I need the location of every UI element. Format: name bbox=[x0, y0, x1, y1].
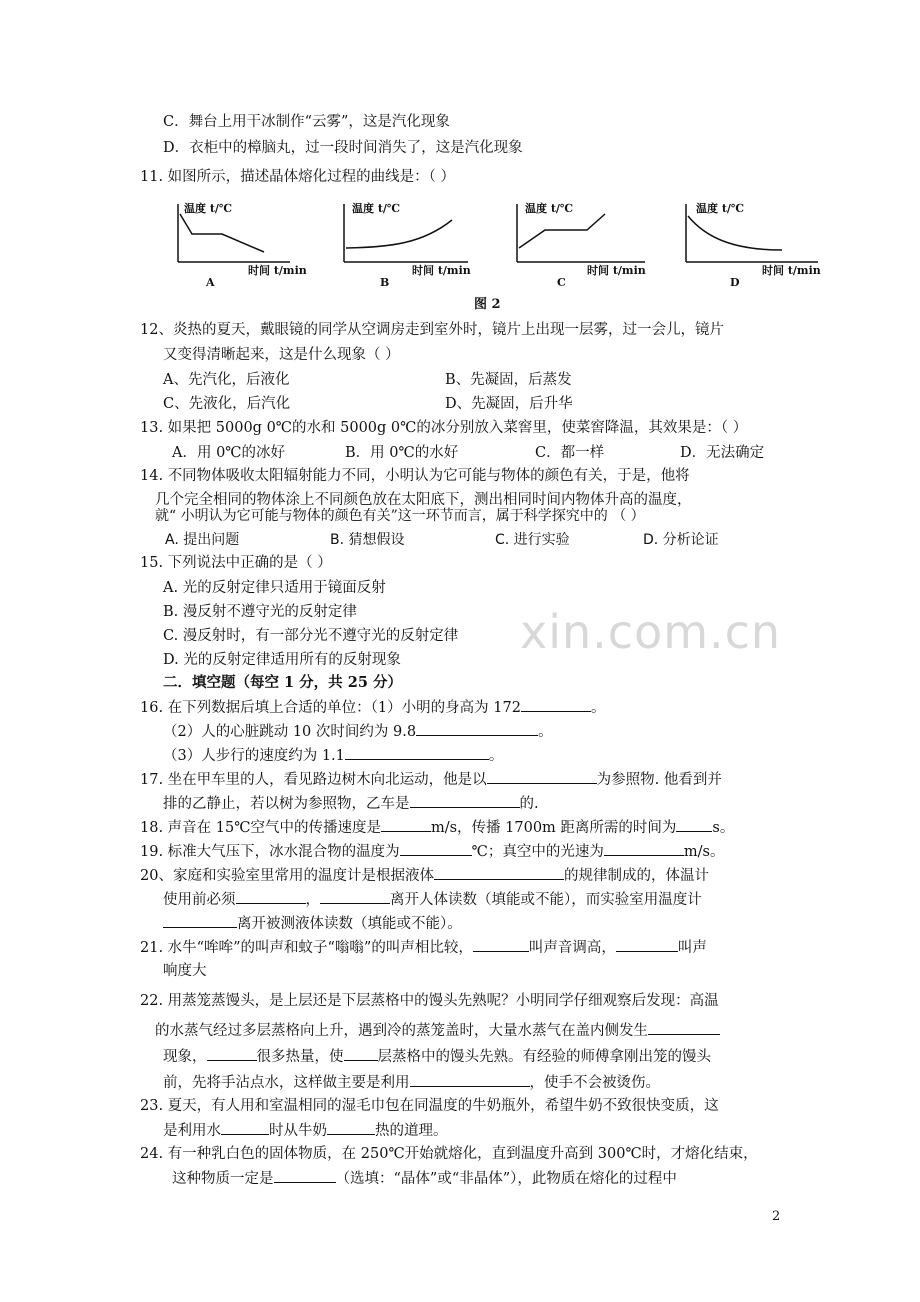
q19-text-1: 19. 标准大气压下，冰水混合物的温度为 bbox=[140, 844, 400, 860]
graph-b-ylabel: 温度 t/℃ bbox=[352, 202, 401, 215]
q22-text-3a: 现象， bbox=[163, 1049, 207, 1065]
graph-a-label: A bbox=[206, 276, 215, 289]
watermark: xin.com.cn bbox=[520, 605, 782, 659]
q24-line-1: 24. 有一种乳白色的固体物质，在 250℃开始就熔化，直到温度升高到 300℃时，才熔化结束， bbox=[140, 1146, 758, 1162]
q20-blank-1[interactable] bbox=[434, 865, 564, 880]
q19-blank-2[interactable] bbox=[604, 841, 684, 856]
q21-blank-2[interactable] bbox=[616, 937, 678, 952]
q17-blank-2[interactable] bbox=[410, 793, 520, 808]
graph-c-ylabel: 温度 t/℃ bbox=[525, 202, 574, 215]
q22-text-4a: 前，先将手沾点水，这样做主要是利用 bbox=[163, 1075, 410, 1091]
q22-line-3 bbox=[163, 1046, 711, 1067]
q20-line-1 bbox=[140, 865, 709, 886]
graph-b-xlabel: 时间 t/min bbox=[412, 264, 471, 277]
q22-blank-1[interactable] bbox=[648, 1020, 720, 1035]
q16-line-1 bbox=[140, 697, 605, 718]
q20-text-2a: 使用前必须 bbox=[163, 892, 236, 908]
figure-caption: 图 2 bbox=[474, 297, 501, 312]
graph-a-xlabel: 时间 t/min bbox=[248, 264, 307, 277]
q18-blank-2[interactable] bbox=[676, 817, 712, 832]
q15-option-a: A. 光的反射定律只适用于镜面反射 bbox=[163, 580, 386, 596]
q14-stem-1: 14. 不同物体吸收太阳辐射能力不同，小明认为它可能与物体的颜色有关，于是，他将 bbox=[140, 468, 690, 484]
q16-end-2: 。 bbox=[538, 724, 553, 740]
graph-d-xlabel: 时间 t/min bbox=[762, 264, 821, 277]
q20-blank-2[interactable] bbox=[236, 889, 306, 904]
q16-text-3: （3）人步行的速度约为 1.1 bbox=[163, 748, 345, 764]
graph-c-label: C bbox=[557, 276, 566, 289]
q20-line-3 bbox=[163, 913, 462, 934]
graph-a bbox=[160, 200, 307, 290]
q22-blank-2[interactable] bbox=[207, 1046, 257, 1061]
q22-text-3c: 层蒸格中的馒头先熟。有经验的师傅拿刚出笼的馒头 bbox=[377, 1049, 711, 1065]
q17-end-2: 的. bbox=[519, 796, 539, 812]
q16-line-3 bbox=[163, 745, 503, 766]
q20-end-1: 的规律制成的，体温计 bbox=[563, 868, 709, 884]
q20-text-3: 离开被测液体读数（填能或不能）。 bbox=[237, 916, 462, 932]
q13-option-b: B．用 0℃的水好 bbox=[345, 445, 459, 461]
q10-option-c: C．舞台上用干冰制作“云雾”，这是汽化现象 bbox=[163, 114, 450, 130]
q12-option-b: B、先凝固，后蒸发 bbox=[445, 372, 572, 388]
q14-option-d: D. 分析论证 bbox=[643, 532, 719, 548]
q16-text-1: 16. 在下列数据后填上合适的单位：（1）小明的身高为 172 bbox=[140, 700, 521, 716]
q22-line-4 bbox=[163, 1072, 660, 1093]
q21-text-2: 叫声音调高， bbox=[528, 940, 616, 956]
q12-stem-2: 又变得清晰起来，这是什么现象（ ） bbox=[163, 347, 400, 363]
q18-blank-1[interactable] bbox=[381, 817, 431, 832]
q20-text-2c: 离开人体读数（填能或不能），而实验室用温度计 bbox=[390, 892, 702, 908]
q17-text-2: 排的乙静止，若以树为参照物，乙车是 bbox=[163, 796, 410, 812]
q21-blank-1[interactable] bbox=[473, 937, 529, 952]
q10-option-d: D．衣柜中的樟脑丸，过一段时间消失了，这是汽化现象 bbox=[163, 140, 523, 156]
q13-option-c: C．都一样 bbox=[535, 445, 605, 461]
q17-text-1: 17. 坐在甲车里的人，看见路边树木向北运动，他是以 bbox=[140, 772, 487, 788]
graph-d-ylabel: 温度 t/℃ bbox=[696, 202, 745, 215]
q22-text-4b: ，使手不会被烫伤。 bbox=[529, 1075, 660, 1091]
q15-option-c: C. 漫反射时，有一部分光不遵守光的反射定律 bbox=[163, 628, 459, 644]
q14-stem-3: 就“ 小明认为它可能与物体的颜色有关”这一环节而言，属于科学探究中的 （ ） bbox=[155, 508, 645, 524]
graph-c-xlabel: 时间 t/min bbox=[587, 264, 646, 277]
q13-stem: 13. 如果把 5000g 0℃的水和 5000g 0℃的冰分别放入菜窖里，使菜窖降温，其效果是：（ ） bbox=[140, 420, 748, 436]
q16-blank-3[interactable] bbox=[345, 745, 489, 760]
q22-blank-4[interactable] bbox=[410, 1072, 530, 1087]
q24-text-1: 这种物质一定是 bbox=[172, 1171, 274, 1187]
page-number: 2 bbox=[772, 1209, 781, 1224]
q23-text-2: 时从牛奶 bbox=[269, 1123, 327, 1139]
q20-text-1: 20、家庭和实验室里常用的温度计是根据液体 bbox=[140, 868, 434, 884]
q22-blank-3[interactable] bbox=[344, 1046, 378, 1061]
graph-c bbox=[505, 200, 655, 290]
q13-option-d: D．无法确定 bbox=[680, 445, 765, 461]
q23-line-1: 23. 夏天，有人用和室温相同的湿毛巾包在同温度的牛奶瓶外，希望牛奶不致很快变质，这 bbox=[140, 1098, 719, 1114]
q15-stem: 15. 下列说法中正确的是（ ） bbox=[140, 555, 332, 571]
q20-blank-3[interactable] bbox=[320, 889, 390, 904]
q21-text-1: 21. 水牛“哞哞”的叫声和蚊子“嗡嗡”的叫声相比较， bbox=[140, 940, 473, 956]
q21-line-1 bbox=[140, 937, 707, 958]
q18-text-3: s。 bbox=[712, 820, 735, 836]
q12-option-d: D、先凝固，后升华 bbox=[445, 396, 573, 412]
q23-text-1: 是利用水 bbox=[163, 1123, 221, 1139]
q19-line bbox=[140, 841, 724, 862]
q24-line-2 bbox=[172, 1168, 677, 1189]
q19-text-2: ℃；真空中的光速为 bbox=[471, 844, 604, 860]
q22-text-2: 的水蒸气经过多层蒸格向上升，遇到冷的蒸笼盖时，大量水蒸气在盖内侧发生 bbox=[155, 1023, 648, 1039]
q14-option-c: C. 进行实验 bbox=[495, 532, 570, 548]
q16-blank-1[interactable] bbox=[521, 697, 591, 712]
graph-d-label: D bbox=[730, 276, 740, 289]
q17-blank-1[interactable] bbox=[487, 769, 597, 784]
graph-a-ylabel: 温度 t/℃ bbox=[184, 202, 233, 215]
q18-text-2: m/s，传播 1700m 距离所需的时间为 bbox=[430, 820, 677, 836]
q12-option-c: C、先液化，后汽化 bbox=[163, 396, 291, 412]
q18-text-1: 18. 声音在 15℃空气中的传播速度是 bbox=[140, 820, 381, 836]
q24-text-2: （选填：“晶体”或“非晶体”），此物质在熔化的过程中 bbox=[335, 1171, 677, 1187]
q22-text-3b: 很多热量，使 bbox=[256, 1049, 344, 1065]
q17-line-2 bbox=[163, 793, 539, 814]
q15-option-d: D. 光的反射定律适用所有的反射现象 bbox=[163, 652, 401, 668]
q19-text-3: m/s。 bbox=[683, 844, 725, 860]
q21-line-2: 响度大 bbox=[163, 963, 207, 979]
q16-end-3: 。 bbox=[488, 748, 504, 764]
q22-line-1: 22. 用蒸笼蒸馒头，是上层还是下层蒸格中的馒头先熟呢？小明同学仔细观察后发现：高温 bbox=[140, 993, 719, 1009]
q23-text-3: 热的道理。 bbox=[375, 1123, 448, 1139]
q20-line-2 bbox=[163, 889, 702, 910]
q11-stem: 11. 如图所示，描述晶体熔化过程的曲线是：（ ） bbox=[140, 169, 456, 185]
graph-d bbox=[676, 200, 826, 290]
q14-stem-2: 几个完全相同的物体涂上不同颜色放在太阳底下，测出相同时间内物体升高的温度， bbox=[155, 492, 692, 508]
q15-option-b: B. 漫反射不遵守光的反射定律 bbox=[163, 604, 357, 620]
q23-blank-1[interactable] bbox=[221, 1120, 269, 1135]
q20-text-2b: ， bbox=[305, 892, 320, 908]
graph-b bbox=[330, 200, 480, 290]
q22-line-2 bbox=[155, 1020, 720, 1041]
q13-option-a: A．用 0℃的冰好 bbox=[172, 445, 286, 461]
q23-line-2 bbox=[163, 1120, 448, 1141]
q23-blank-2[interactable] bbox=[327, 1120, 375, 1135]
q24-blank-1[interactable] bbox=[274, 1168, 336, 1183]
q17-end-1: 为参照物. 他看到并 bbox=[596, 772, 722, 788]
q16-end-1: 。 bbox=[590, 700, 606, 716]
q17-line-1 bbox=[140, 769, 722, 790]
q16-text-2: （2）人的心脏跳动 10 次时间约为 9.8 bbox=[163, 724, 417, 740]
q16-blank-2[interactable] bbox=[416, 721, 538, 736]
q12-stem-1: 12、炎热的夏天，戴眼镜的同学从空调房走到室外时，镜片上出现一层雾，过一会儿，镜片 bbox=[140, 322, 724, 338]
q14-option-a: A. 提出问题 bbox=[165, 532, 240, 548]
graph-b-label: B bbox=[380, 276, 390, 289]
q19-blank-1[interactable] bbox=[400, 841, 472, 856]
q18-line bbox=[140, 817, 734, 838]
section-2-heading: 二．填空题（每空 1 分，共 25 分） bbox=[163, 674, 402, 691]
q14-option-b: B. 猜想假设 bbox=[330, 532, 405, 548]
q21-text-3: 叫声 bbox=[677, 940, 707, 956]
q20-blank-4[interactable] bbox=[163, 913, 237, 928]
q16-line-2 bbox=[163, 721, 553, 742]
q12-option-a: A、先汽化，后液化 bbox=[163, 372, 290, 388]
